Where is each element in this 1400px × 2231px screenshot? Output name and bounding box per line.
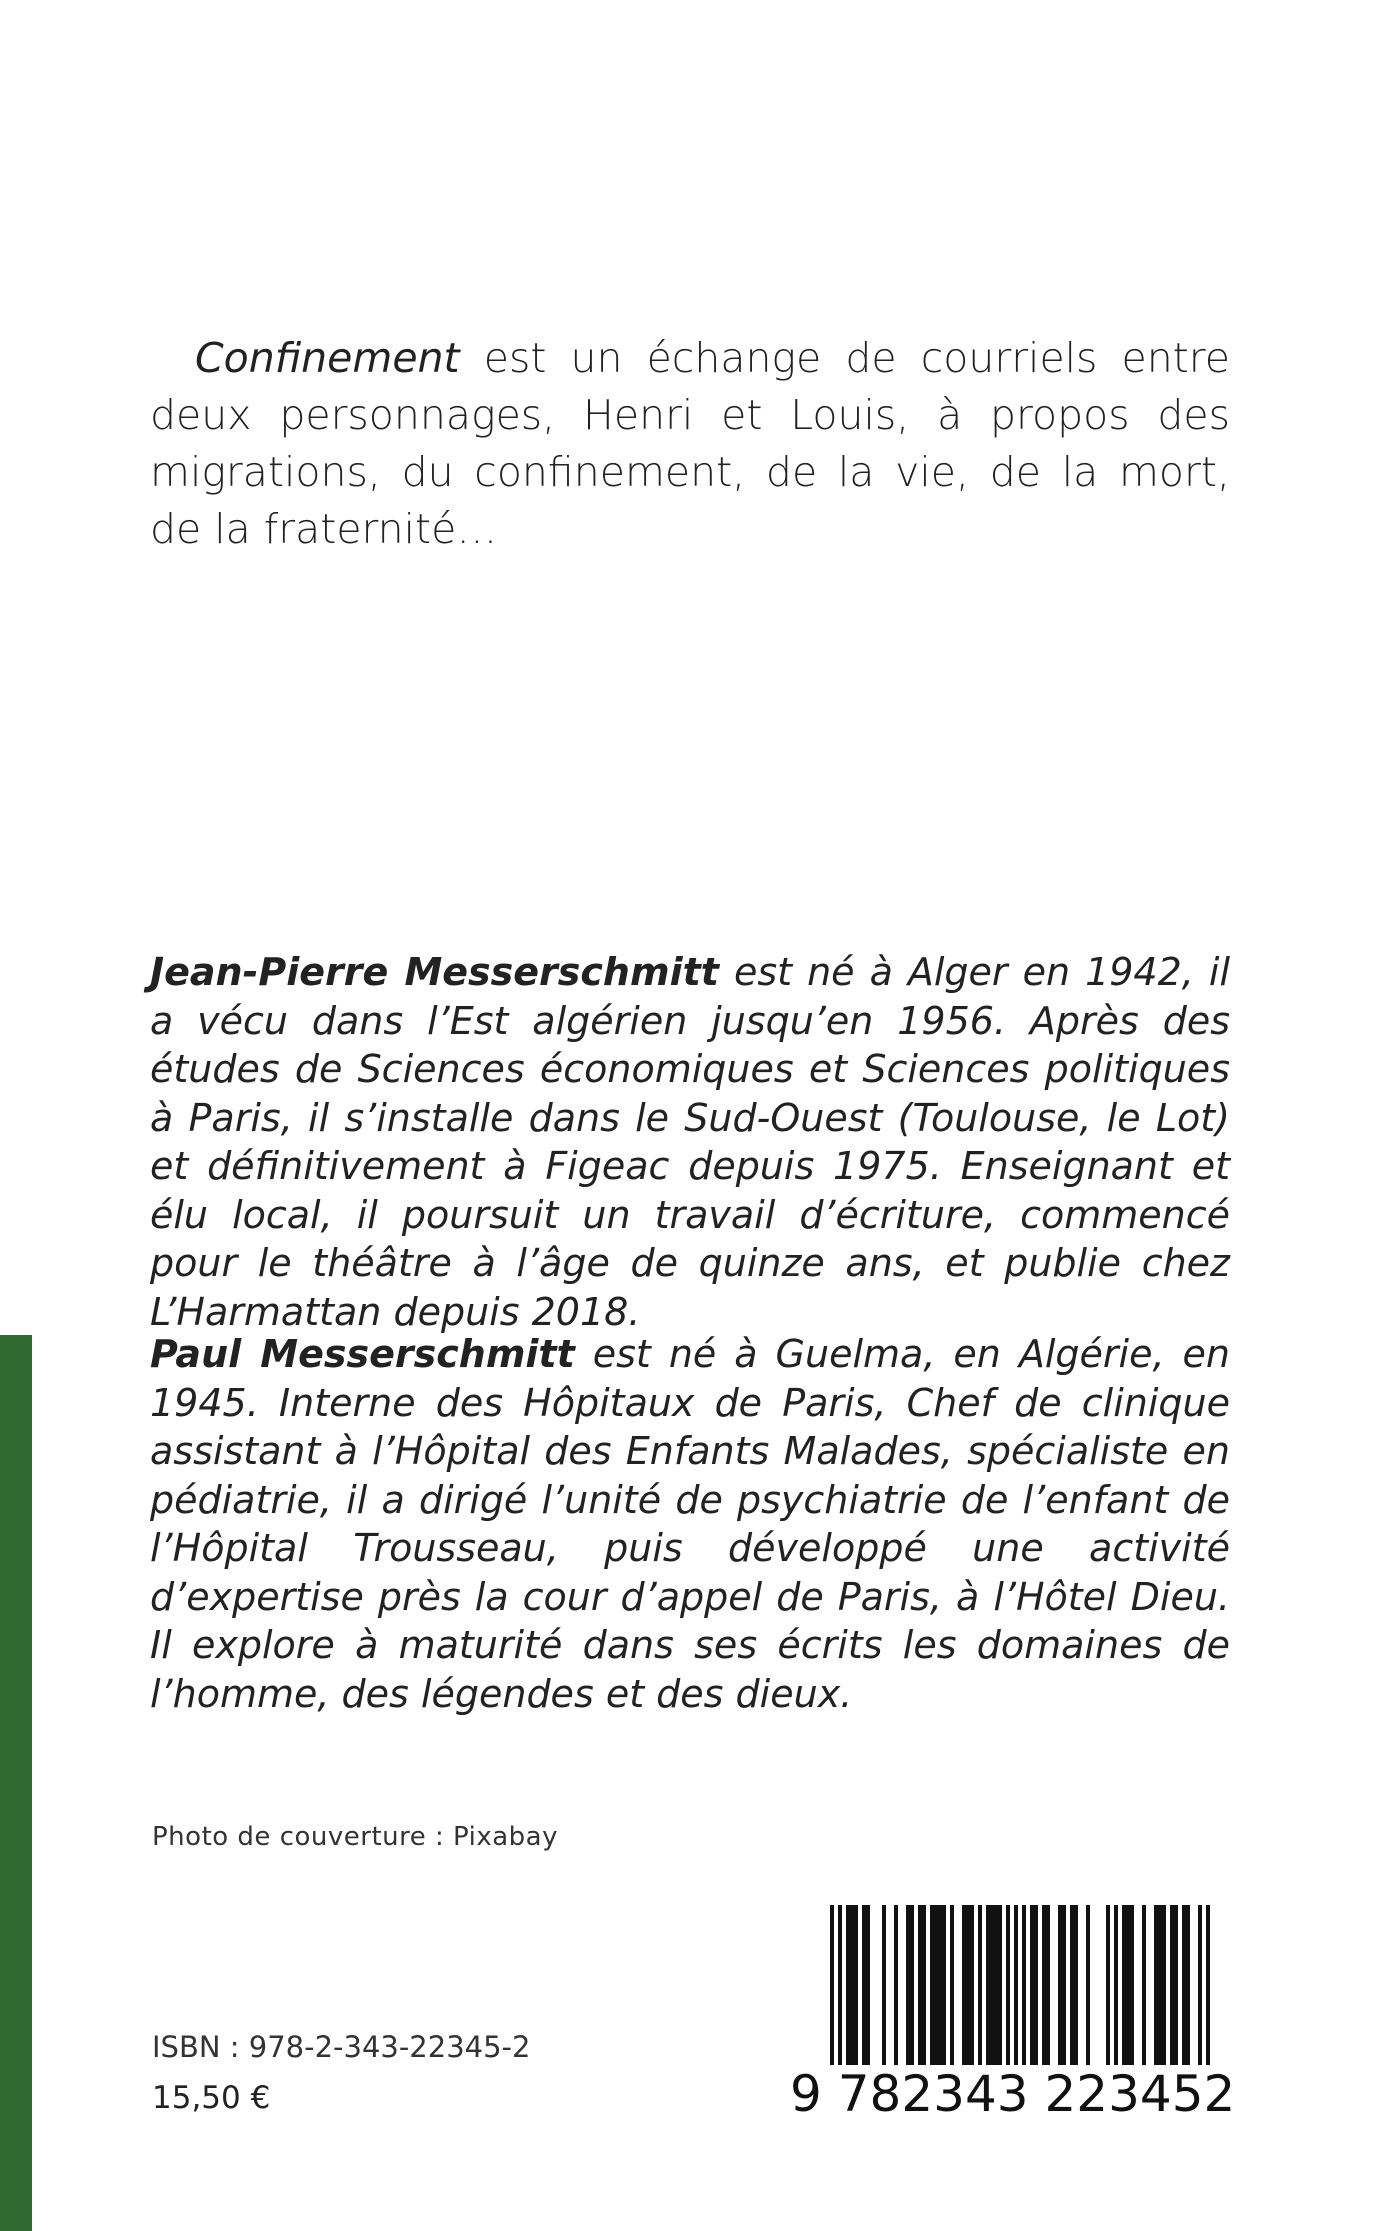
green-spine-strip: [0, 1335, 32, 2231]
barcode-bar: [1074, 1905, 1078, 2065]
blurb-text: est un échange de courriels entre deux personnages, Henri et Louis, à propos des migrations, du confinement, de la vie, de la mort, de la fraternité…: [150, 334, 1230, 553]
barcode-bar: [966, 1905, 970, 2065]
barcode-bar: [1186, 1905, 1190, 2065]
barcode-bar: [862, 1905, 866, 2065]
barcode-bar: [1142, 1905, 1146, 2065]
barcode-bar: [1106, 1905, 1110, 2065]
barcode-bar: [1154, 1905, 1158, 2065]
barcode-bar: [1174, 1905, 1178, 2065]
photo-credit: Photo de couverture : Pixabay: [152, 1822, 558, 1852]
barcode-bar: [1162, 1905, 1166, 2065]
barcode-bar: [998, 1905, 1002, 2065]
barcode-bar: [918, 1905, 922, 2065]
barcode-bar: [1058, 1905, 1062, 2065]
barcode-bar: [866, 1905, 870, 2065]
barcode-bar: [1042, 1905, 1046, 2065]
barcode-bar: [906, 1905, 910, 2065]
barcode-bar: [1062, 1905, 1066, 2065]
barcode-bar: [942, 1905, 946, 2065]
barcode-bar: [1182, 1905, 1186, 2065]
barcode-bar: [1046, 1905, 1050, 2065]
barcode-bar: [894, 1905, 898, 2065]
barcode-bar: [1006, 1905, 1010, 2065]
blurb-title: Confinement: [195, 334, 460, 382]
barcode-bar: [930, 1905, 934, 2065]
barcode-bar: [1114, 1905, 1118, 2065]
barcode-bar: [1030, 1905, 1034, 2065]
blurb-paragraph: [150, 330, 1230, 558]
barcode-bar: [854, 1905, 858, 2065]
barcode-bar: [922, 1905, 926, 2065]
author-bio-text: est né à Alger en 1942, il a vécu dans l’Est algérien jusqu’en 1956. Après des études de Sciences économiques et Sciences politiques à Paris, il s’installe dans le Sud-Ouest (Toulouse, le Lot) et définitivement à Figeac depuis 1975. Enseignant et élu local, il poursuit un travail d’écriture, commencé pour le théâtre à l’âge de quinze ans, et publie chez L’Harmattan depuis 2018.: [150, 950, 1231, 1334]
barcode-bar: [1126, 1905, 1130, 2065]
barcode-bar: [970, 1905, 974, 2065]
barcode-bar: [934, 1905, 938, 2065]
barcode-bar: [1130, 1905, 1134, 2065]
author-bio-text: est né à Guelma, en Algérie, en 1945. Interne des Hôpitaux de Paris, Chef de clinique assistant à l’Hôpital des Enfants Malades, spécialiste en pédiatrie, il a dirigé l’unité de psychiatrie de l’enfant de l’Hôpital Trousseau, puis développé une activité d’expertise près la cour d’appel de Paris, à l’Hôtel Dieu. Il explore à maturité dans ses écrits les domaines de l’homme, des légendes et des dieux.: [150, 1332, 1230, 1716]
barcode-bar: [986, 1905, 990, 2065]
barcode-bar: [910, 1905, 914, 2065]
barcode-bar: [882, 1905, 886, 2065]
price-label: 15,50 €: [152, 2080, 271, 2116]
barcode-bar: [978, 1905, 982, 2065]
author-name: Jean-Pierre Messerschmitt: [150, 950, 719, 994]
barcode-bar: [1034, 1905, 1038, 2065]
barcode-bar: [938, 1905, 942, 2065]
barcode-bar: [962, 1905, 966, 2065]
barcode-bar: [1158, 1905, 1162, 2065]
barcode-bar: [990, 1905, 994, 2065]
author-bio-paul: [150, 1330, 1230, 1718]
barcode-bar: [1070, 1905, 1074, 2065]
barcode-bar: [1122, 1905, 1126, 2065]
barcode-bar: [1170, 1905, 1174, 2065]
barcode-bar: [994, 1905, 998, 2065]
barcode-bar: [846, 1905, 850, 2065]
author-name: Paul Messerschmitt: [150, 1332, 575, 1376]
barcode-digits: 9 782343 223452: [790, 2065, 1239, 2123]
barcode-bar: [850, 1905, 854, 2065]
isbn-label: ISBN : 978-2-343-22345-2: [152, 2030, 531, 2064]
author-bio-jean-pierre: [150, 948, 1230, 1336]
barcode-digits-wrap: [790, 2064, 1239, 2124]
barcode-bar: [950, 1905, 954, 2065]
barcode-bar: [1086, 1905, 1090, 2065]
